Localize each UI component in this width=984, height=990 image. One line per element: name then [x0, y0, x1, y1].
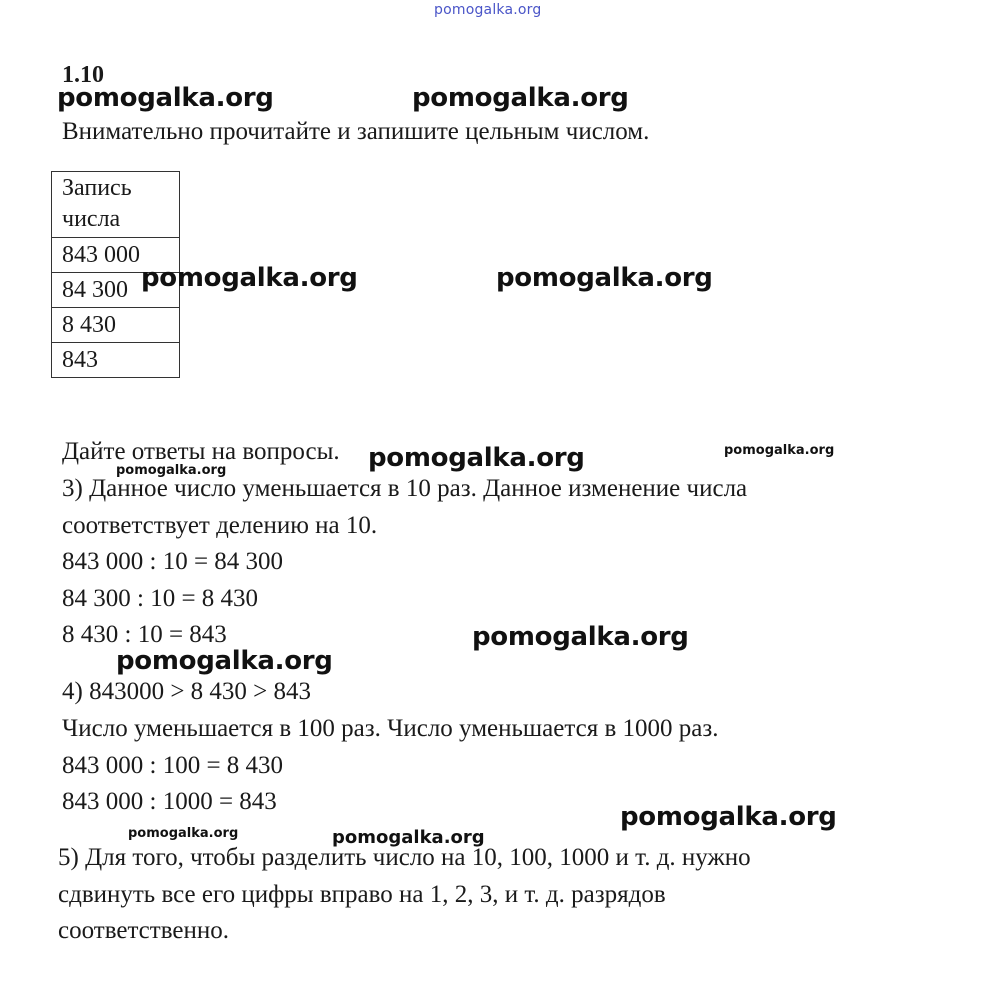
task-number: 1.10	[62, 62, 104, 88]
q3-line2: соответствует делению на 10.	[62, 512, 378, 539]
table-header-line1: Запись	[62, 175, 132, 201]
table-cell: 84 300	[52, 273, 180, 308]
watermark: pomogalka.org	[368, 443, 585, 473]
q4-equation-1: 843 000 : 100 = 8 430	[62, 752, 284, 779]
watermark: pomogalka.org	[332, 827, 485, 848]
q4-equation-2: 843 000 : 1000 = 843	[62, 788, 277, 815]
table-row	[52, 343, 180, 378]
watermark: pomogalka.org	[496, 263, 713, 293]
table-cell: 8 430	[52, 308, 180, 343]
table-header-line2: числа	[62, 206, 121, 232]
instruction-text: Внимательно прочитайте и запишите цельным числом.	[62, 118, 650, 145]
q5-line3: соответственно.	[58, 917, 229, 944]
watermark: pomogalka.org	[116, 646, 333, 676]
watermark: pomogalka.org	[472, 622, 689, 652]
table-cell: 843	[52, 343, 180, 378]
watermark: pomogalka.org	[620, 802, 837, 832]
watermark: pomogalka.org	[724, 443, 835, 458]
q3-equation-2: 84 300 : 10 = 8 430	[62, 585, 259, 612]
watermark: pomogalka.org	[57, 83, 274, 113]
q3-line1: 3) Данное число уменьшается в 10 раз. Данное изменение числа	[62, 475, 748, 502]
watermark: pomogalka.org	[412, 83, 629, 113]
table-row	[52, 308, 180, 343]
q4-line2: Число уменьшается в 100 раз. Число уменьшается в 1000 раз.	[62, 715, 719, 742]
table-cell: 843 000	[52, 238, 180, 273]
answers-heading: Дайте ответы на вопросы.	[62, 438, 340, 465]
q5-line1: 5) Для того, чтобы разделить число на 10, 100, 1000 и т. д. нужно	[58, 844, 751, 871]
site-link[interactable]: pomogalka.org	[434, 2, 542, 18]
table-header-cell	[52, 172, 180, 238]
q3-equation-3: 8 430 : 10 = 843	[62, 621, 227, 648]
table-header-row	[52, 172, 180, 238]
q5-line2: сдвинуть все его цифры вправо на 1, 2, 3, и т. д. разрядов	[58, 881, 666, 908]
watermark: pomogalka.org	[141, 263, 358, 293]
watermark: pomogalka.org	[128, 826, 239, 841]
watermark: pomogalka.org	[116, 463, 227, 478]
q3-equation-1: 843 000 : 10 = 84 300	[62, 548, 284, 575]
q4-line1: 4) 843000 > 8 430 > 843	[62, 678, 312, 705]
